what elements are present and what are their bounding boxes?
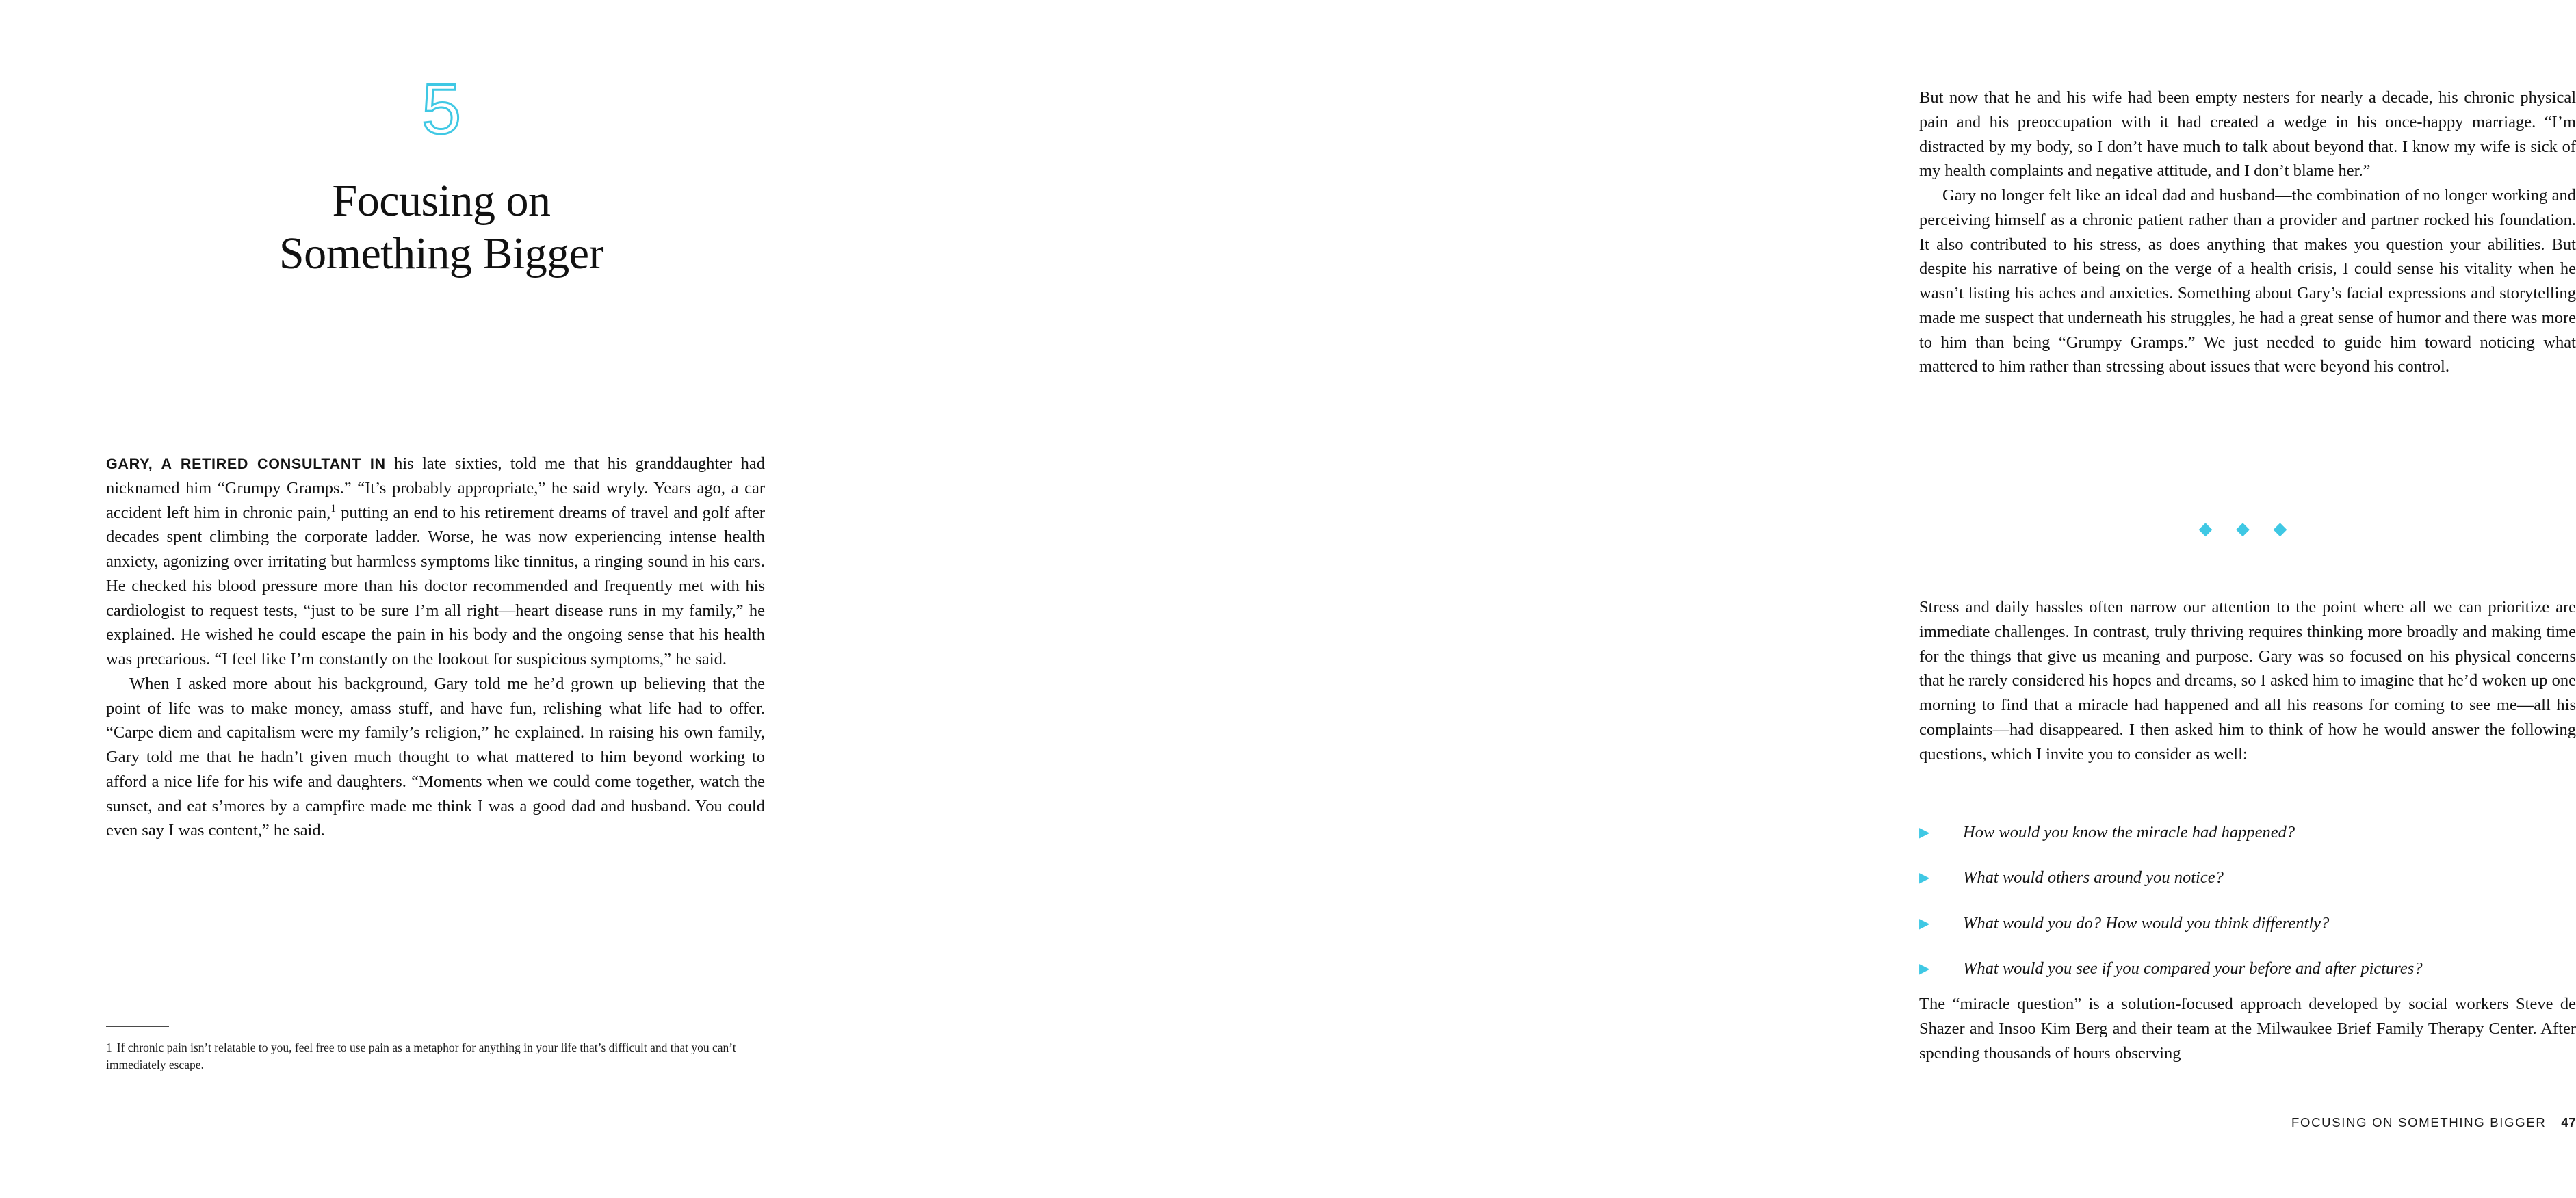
paragraph-opening-tail: putting an end to his retirement dreams of travel and golf after decades spent climbing the corporate ladder. Worse, he was now experiencing intense health anxiety, agonizing over irritating but harmless symptoms like tinnitus, a ringing sound in his ears. He checked his blood pressure more than his doctor recommended and frequently met with his cardiologist to request tests, “just to be sure I’m all right—heart disease runs in my family,” he explained. He wished he could escape the pain in his body and the ongoing sense that his health was precarious. “I feel like I’m constantly on the lookout for suspicious symptoms,” he said. bbox=[106, 503, 765, 669]
paragraph-stress-attention: Stress and daily hassles often narrow our attention to the point where all we can prioritize are immediate challenges. In contrast, truly thriving requires thinking more broadly and making time for the things that give us meaning and purpose. Gary was so focused on his physical concerns that he rarely considered his hopes and dreams, so I asked him to imagine that he’d woken up one morning to find that a miracle had happened and all his reasons for coming to see me—all his complaints—had disappeared. I then asked him to think of how he would answer the following questions, which I invite you to consider as well: bbox=[1919, 598, 2576, 764]
chapter-number: 5 bbox=[421, 70, 461, 149]
paragraph-opening bbox=[106, 452, 765, 672]
chapter-opener bbox=[106, 70, 777, 280]
chapter-title-line-2: Something Bigger bbox=[278, 228, 604, 278]
footnote-marker: 1 bbox=[330, 502, 337, 515]
arrow-bullet-icon: ▶ bbox=[1919, 870, 1930, 886]
page-number: 47 bbox=[2561, 1115, 2576, 1130]
list-item bbox=[1919, 866, 2576, 889]
footnote-number: 1 bbox=[106, 1041, 112, 1054]
paragraph-opening-rest: his late sixties, told me that his granddaughter had nicknamed him “Grumpy Gramps.” “It’s probably appropriate,” he said wryly. Years ago, a car accident left him in chronic pain, bbox=[106, 454, 765, 522]
arrow-bullet-icon: ▶ bbox=[1919, 825, 1930, 840]
lead-in-smallcaps: GARY, A RETIRED CONSULTANT IN bbox=[106, 456, 386, 472]
footnote-rule bbox=[106, 1026, 169, 1027]
page-left bbox=[0, 0, 889, 1198]
question-text: What would you do? How would you think differently? bbox=[1963, 913, 2330, 933]
arrow-bullet-icon: ▶ bbox=[1919, 961, 1930, 976]
chapter-title-line-1: Focusing on bbox=[332, 176, 551, 226]
paragraph-background: When I asked more about his background, Gary told me he’d grown up believing that the point of life was to make money, amass stuff, and have fun, relishing what life had to offer. “Carpe diem and capitalism were my family’s religion,” he explained. In raising his own family, Gary told me that he hadn’t given much thought to what mattered to him beyond working to afford a nice life for his wife and daughters. “Moments when we could come together, watch the sunset, and eat s’mores by a campfire made me think I was a good dad and husband. You could even say I was content,” he said. bbox=[106, 674, 765, 840]
right-column-body-2 bbox=[1919, 595, 2576, 766]
question-text: How would you know the miracle had happened? bbox=[1963, 823, 2295, 842]
list-item bbox=[1919, 821, 2576, 844]
right-column-body bbox=[1919, 86, 2576, 379]
footnote-content bbox=[106, 1039, 742, 1073]
miracle-question-list bbox=[1919, 821, 2576, 1002]
closing-paragraph: The “miracle question” is a solution-focused approach developed by social workers Steve de Shazer and Insoo Kim Berg and their team at the Milwaukee Brief Family Therapy Center. After spending thousands of hours observing bbox=[1919, 995, 2576, 1063]
footnote-body: If chronic pain isn’t relatable to you, feel free to use pain as a metaphor for anything in your life that’s difficult and that you can’t immediately escape. bbox=[106, 1041, 736, 1071]
section-ornament: ◆ ◆ ◆ bbox=[2198, 519, 2297, 538]
arrow-bullet-icon: ▶ bbox=[1919, 915, 1930, 931]
page-right bbox=[889, 0, 2576, 1198]
running-foot-title: FOCUSING ON SOMETHING BIGGER bbox=[2291, 1115, 2547, 1130]
question-text: What would you see if you compared your before and after pictures? bbox=[1963, 959, 2423, 978]
question-text: What would others around you notice? bbox=[1963, 868, 2224, 887]
paragraph-empty-nesters: But now that he and his wife had been empty nesters for nearly a decade, his chronic physical pain and his preoccupation with it had created a wedge in his once-happy marriage. “I’m distracted by my body, so I don’t have much to talk about beyond that. I know my wife is sick of my health complaints and negative attitude, and I don’t blame her.” bbox=[1919, 88, 2576, 181]
paragraph-identity: Gary no longer felt like an ideal dad and husband—the combination of no longer working and perceiving himself as a chronic patient rather than a provider and partner rocked his foundation. It also contributed to his stress, as does anything that makes you question your abilities. But despite his narrative of being on the verge of a health crisis, I could sense his vitality when he wasn’t listing his aches and anxieties. Something about Gary’s facial expressions and storytelling made me suspect that underneath his struggles, he had a great sense of humor and there was more to him than being “Grumpy Gramps.” We just needed to guide him toward noticing what mattered to him rather than stressing about issues that were beyond his control. bbox=[1919, 186, 2576, 376]
left-column-body bbox=[106, 452, 765, 843]
running-foot bbox=[1919, 1115, 2576, 1130]
list-item bbox=[1919, 912, 2576, 935]
chapter-title bbox=[106, 175, 777, 280]
list-item bbox=[1919, 957, 2576, 980]
footnote-block bbox=[106, 1026, 742, 1073]
